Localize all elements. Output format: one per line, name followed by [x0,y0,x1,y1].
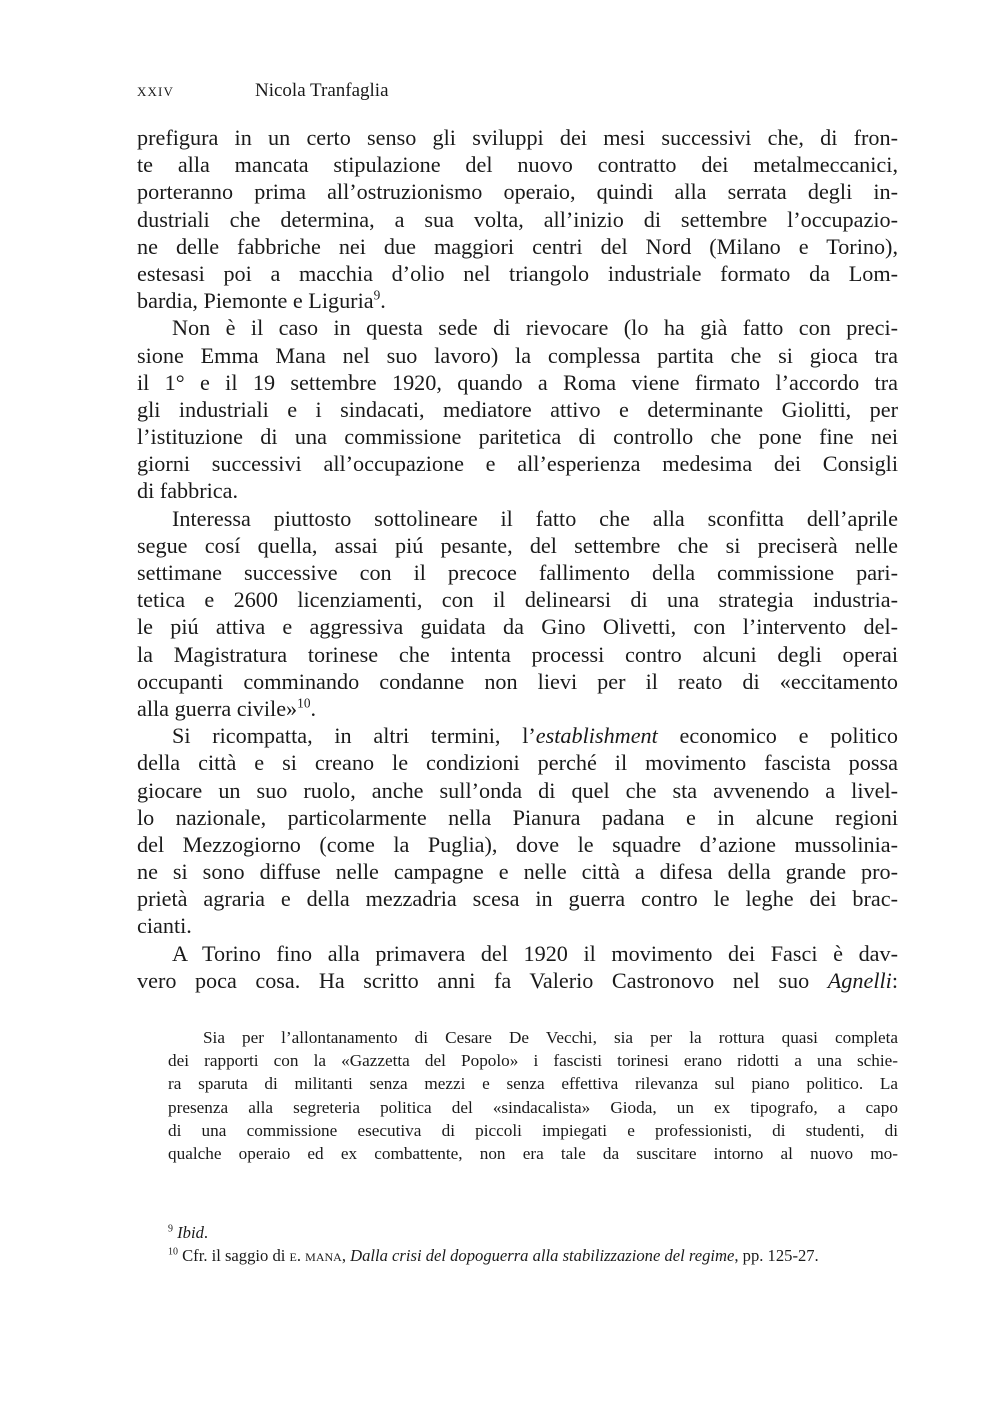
text-fragment: economico e politico [657,723,898,749]
running-head [137,80,389,102]
text-line [137,695,898,722]
text-line: gli industriali e i sindacati, mediatore attivo e determinante Giolitti, per [137,396,898,422]
main-text [137,124,898,994]
text-line: te alla mancata stipulazione del nuovo contratto dei metalmeccanici, [137,152,898,178]
text-line: Non è il caso in questa sede di rievocare (lo ha già fatto con preci- [172,315,898,341]
italic-term: establishment [535,723,658,749]
footnote-number: 10 [168,1245,178,1257]
text-fragment: Si ricompatta, in altri termini, l’ [172,723,536,749]
text-line: l’istituzione di una commissione paritetica di controllo che pone fine nei [137,424,898,450]
text-fragment: : [891,967,898,993]
text-line: porteranno prima all’ostruzionismo operaio, quindi alla serrata degli in- [137,179,898,205]
quote-line: ra sparuta di militanti senza mezzi e senza effettiva rilevanza sul piano politico. La [168,1074,898,1094]
text-line: prefigura in un certo senso gli sviluppi dei mesi successivi che, di fron- [137,125,898,150]
footnotes [168,1222,898,1267]
quote-line: qualche operaio ed ex combattente, non era tale da suscitare intorno al nuovo mo- [168,1143,898,1163]
quote-line: dei rapporti con la «Gazzetta del Popolo» i fascisti torinesi erano ridotti a una schie- [168,1051,898,1071]
footnote-ref: 10 [297,695,311,711]
text-line: estesasi poi a macchia d’olio nel triangolo industriale formato da Lom- [137,260,898,286]
quote-line: presenza alla segreteria politica del «sindacalista» Gioda, un ex tipografo, a capo [168,1097,898,1117]
text-line: cianti. [137,913,192,939]
text-line: tetica e 2600 licenziamenti, con il delinearsi di una strategia industria- [137,587,898,613]
text-line: settimane successive con il precoce fallimento della commissione pari- [137,560,898,585]
text-fragment: . [310,695,317,721]
footnote-number: 9 [168,1223,173,1235]
text-fragment: vero poca cosa. Ha scritto anni fa Valerio Castronovo nel suo [137,967,828,993]
text-line: sione Emma Mana nel suo lavoro) la complessa partita che si gioca tra [137,342,898,368]
footnote-ref: 9 [373,287,381,303]
text-line: prietà agraria e della mezzadria scesa in guerra contro le leghe dei brac- [137,886,898,912]
text-line: ne delle fabbriche nei due maggiori centri del Nord (Milano e Torino), [137,233,898,259]
footnote-reference: Ibid [177,1223,204,1242]
text-fragment: , [341,1245,351,1265]
text-line [137,287,898,314]
text-line: ne si sono diffuse nelle campagne e nelle città a difesa della grande pro- [137,859,898,885]
text-fragment: . [380,288,386,314]
text-line: giorni successivi all’occupazione e all’esperienza medesima dei Consigli [137,451,898,477]
text-line: il 1° e il 19 settembre 1920, quando a Roma viene firmato l’accordo tra [137,369,898,395]
italic-title: Agnelli [827,967,892,993]
text-line: della città e si creano le condizioni perché il movimento fascista possa [137,750,898,776]
text-line: la Magistratura torinese che intenta processi contro alcuni degli operai [137,641,898,667]
text-fragment: bardia, Piemonte e Liguria [137,288,374,314]
text-fragment: , pp. 125-27. [734,1245,819,1265]
running-head-author: Nicola Tranfaglia [255,80,389,101]
text-line [137,967,898,994]
text-line: le piú attiva e aggressiva guidata da Gino Olivetti, con l’intervento del- [137,614,898,640]
text-line: occupanti comminando condanne non lievi per il reato di «eccitamento [137,668,898,694]
footnote-10 [168,1245,898,1268]
text-line: A Torino fino alla primavera del 1920 il movimento dei Fasci è dav- [172,940,898,966]
text-fragment: Cfr. il saggio di [182,1245,290,1265]
page-number: xxiv [137,80,175,101]
text-line: lo nazionale, particolarmente nella Pianura padana e in alcune regioni [137,804,898,830]
text-line: giocare un suo ruolo, anche sull’onda di quel che sta avvenendo a livel- [137,777,898,803]
cited-author: e. mana [289,1245,342,1265]
cited-title: Dalla crisi del dopoguerra alla stabilizzazione del regime [350,1245,735,1265]
quote-line: di una commissione esecutiva di piccoli impiegati e professionisti, di studenti, di [168,1120,898,1140]
text-line: di fabbrica. [137,478,239,504]
text-line [137,722,898,749]
footnote-9 [168,1222,898,1245]
text-line: Interessa piuttosto sottolineare il fatto che alla sconfitta dell’aprile [172,505,898,531]
text-line: dustriali che determina, a sua volta, all’inizio di settembre l’occupazio- [137,206,898,232]
text-fragment: . [203,1223,209,1242]
block-quote [168,1026,898,1165]
text-line: segue cosí quella, assai piú pesante, del settembre che si preciserà nelle [137,532,898,558]
text-line: del Mezzogiorno (come la Puglia), dove le squadre d’azione mussolinia- [137,831,898,857]
quote-line: Sia per l’allontanamento di Cesare De Vecchi, sia per la rottura quasi completa [203,1028,898,1047]
text-fragment: alla guerra civile» [137,695,298,721]
